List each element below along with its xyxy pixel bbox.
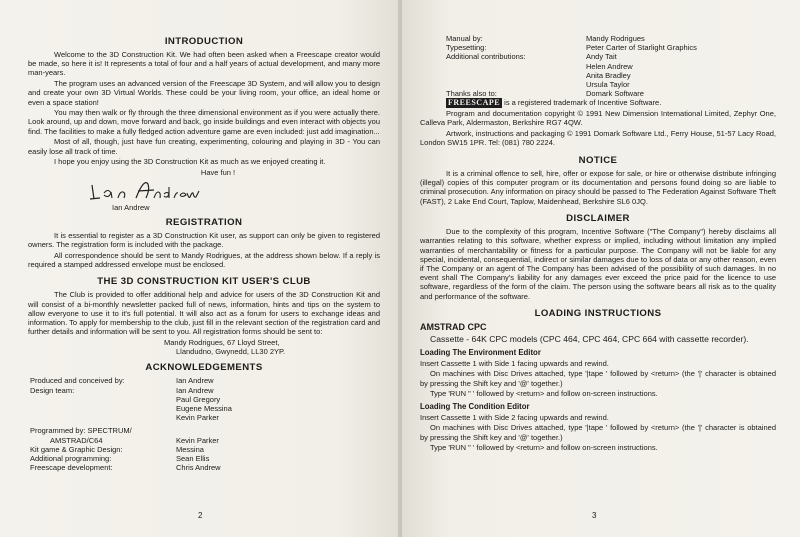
credit-name: Helen Andrew: [586, 61, 633, 71]
credit-name: Andy Tait: [586, 52, 617, 62]
freescape-logo: FREESCAPE: [448, 98, 501, 108]
amstrad-cpc-heading: AMSTRAD CPC: [420, 322, 487, 333]
credit-name: Peter Carter of Starlight Graphics: [586, 43, 697, 53]
trademark-text: is a registered trademark of Incentive Software.: [504, 98, 662, 108]
credit-role: Thanks also to:: [446, 89, 497, 99]
credit-role: Design team:: [30, 385, 75, 395]
registration-heading: REGISTRATION: [165, 216, 243, 228]
credit-name: Ursula Taylor: [586, 80, 630, 90]
intro-paragraph-3: You may then walk or fly through the three dimensional environment as if you were actually there. Look around, up and down, move forward and back, go inside buildings and even interact with objects you find. The facilities to make a fully fledged action adventure game are even included: just add imagination...: [28, 108, 380, 136]
have-fun-text: Have fun !: [200, 167, 236, 177]
page-number-right: 3: [592, 511, 597, 520]
credit-role: Produced and conceived by:: [30, 376, 125, 386]
loading-instructions-heading: LOADING INSTRUCTIONS: [534, 308, 662, 320]
condition-step-2: On machines with Disc Drives attached, type '|tape ' followed by <return> (the '|' character is obtained by pressing the Shift key and '@' together.): [420, 423, 776, 442]
credit-row: [30, 426, 232, 435]
credit-role: Manual by:: [446, 34, 483, 43]
registration-paragraph-2: All correspondence should be sent to Mandy Rodrigues, at the address shown below. If a reply is required a stamped addressed envelope must be enclosed.: [28, 250, 380, 269]
environment-step-3: Type 'RUN " ' followed by <return> and follow on-screen instructions.: [430, 389, 658, 399]
credit-row: [446, 34, 697, 43]
credit-name: Mandy Rodrigues: [586, 34, 645, 43]
condition-step-1: Insert Cassette 1 with Side 2 facing upwards and rewind.: [420, 412, 609, 422]
credit-row: [446, 89, 697, 98]
credit-role: Freescape development:: [30, 463, 113, 473]
credit-name: Messina: [176, 444, 204, 454]
intro-paragraph-1: Welcome to the 3D Construction Kit. We had often been asked when a Freescape creator would be made, so here it is! It represents a total of four and a half years of actual development, and many more man-years.: [28, 50, 380, 78]
acknowledgements-credits: [30, 376, 232, 472]
condition-step-3: Type 'RUN " ' followed by <return> and follow on-screen instructions.: [430, 443, 658, 453]
environment-editor-heading: Loading The Environment Editor: [420, 347, 541, 357]
handwritten-signature: [88, 179, 380, 203]
users-club-paragraph: The Club is provided to offer additional help and advice for users of the 3D Construction Kit and will consist of a bi-monthly newsletter packed full of news, information, hints and tips on the system to allow everyone to use it to it's full potential. It will also act as a forum for users to exchange ideas and information. To apply for membership to the club, just fill in the relevant section of the registration card and further details and information will be sent to you. All registration forms should be sent to:: [28, 290, 380, 337]
condition-editor-heading: Loading The Condition Editor: [420, 401, 530, 411]
credit-name: Chris Andrew: [176, 463, 221, 473]
disclaimer-heading: DISCLAIMER: [566, 213, 630, 225]
credit-name: Kevin Parker: [176, 435, 219, 445]
right-page: [402, 0, 800, 537]
trademark-line: [446, 98, 776, 107]
intro-paragraph-4: Most of all, though, just have fun creating, experimenting, colouring and playing in 3D - You can easily lose all track of time.: [28, 137, 380, 156]
environment-step-1: Insert Cassette 1 with Side 1 facing upwards and rewind.: [420, 358, 609, 368]
credit-role: Typesetting:: [446, 43, 487, 53]
intro-paragraph-2: The program uses an advanced version of the Freescape 3D System, and will allow you to design and create your own 3D Virtual Worlds. These could be your living room, your office, an ideal home or even a space station!: [28, 79, 380, 107]
credit-role: Kit game & Graphic Design:: [30, 444, 123, 454]
credit-role: Additional programming:: [30, 454, 112, 463]
credit-name: Kevin Parker: [176, 413, 219, 423]
registration-paragraph-1: It is essential to register as a 3D Construction Kit user, as support can only be given to registered owners. The registration form is included with the package.: [28, 230, 380, 249]
credit-row: [446, 43, 697, 52]
credit-row: [30, 445, 232, 454]
signature-drawing: [88, 179, 218, 203]
credit-name: Domark Software: [586, 89, 644, 99]
intro-paragraph-5: I hope you enjoy using the 3D Construction Kit as much as we enjoyed creating it.: [54, 157, 326, 167]
credit-row: [446, 52, 697, 89]
credit-name: Ian Andrew: [176, 385, 214, 395]
users-club-heading: THE 3D CONSTRUCTION KIT USER'S CLUB: [97, 276, 311, 288]
cassette-models-line: Cassette - 64K CPC models (CPC 464, CPC 464, CPC 664 with cassette recorder).: [430, 334, 749, 345]
left-page: [0, 0, 398, 537]
credit-row: [30, 454, 232, 463]
credit-role: Programmed by: SPECTRUM/: [30, 426, 132, 436]
credit-row: [30, 463, 232, 472]
notice-paragraph: It is a criminal offence to sell, hire, offer or expose for sale, or hire or otherwise distribute infringing (illegal) copies of this computer program or its documentation and persons found doing so are liable to criminal prosecution. Any information on piracy should be passed to The Federation Against Software Theft (FAST), 2 Lake End Court, Taplow, Maidenhead, Berkshire SL6 0JQ.: [420, 168, 776, 206]
credit-name: Sean Ellis: [176, 454, 210, 463]
additional-credits: [446, 34, 697, 98]
credit-row: [30, 436, 232, 445]
environment-step-2: On machines with Disc Drives attached, type '|tape ' followed by <return> (the '|' character is obtained by pressing the Shift key and '@' together.): [420, 369, 776, 388]
credit-name: Eugene Messina: [176, 403, 232, 413]
credit-name: Anita Bradley: [586, 70, 631, 80]
credit-name: [176, 426, 232, 435]
club-address-line-2: Llandudno, Gwynedd, LL30 2YP.: [176, 347, 286, 357]
introduction-heading: INTRODUCTION: [164, 36, 244, 47]
credit-role: Additional contributions:: [446, 52, 526, 62]
signature-name: Ian Andrew: [112, 202, 150, 212]
credit-row: [30, 376, 232, 385]
notice-heading: NOTICE: [578, 154, 618, 166]
page-number-left: 2: [198, 511, 203, 520]
acknowledgements-heading: ACKNOWLEDGEMENTS: [145, 362, 263, 374]
club-address-line-1: Mandy Rodrigues, 67 Lloyd Street,: [164, 337, 280, 347]
copyright-artwork: Artwork, instructions and packaging © 1991 Domark Software Ltd., Ferry House, 51-57 Lacy Road, London SW15 1PR. Tel: (081) 780 2224.: [420, 129, 776, 148]
disclaimer-paragraph: Due to the complexity of this program, Incentive Software ("The Company") hereby disclaims all warranties relating to this software, whether express or implied, including without limitation any implied warranties of merchantability or fitness for a particular purpose. The Company will not be liable for any special, incidental, consequential, indirect or similar damages due to loss of data or any other reason, even if The Company or an agent of The Company has been advised of the possibility of such damages. In no event shall The Company's liability for any damages ever exceed the price paid for the licence to use software, regardless of the form of the claim. The person using the software bears all risk as to the quality and performance of the software.: [420, 227, 776, 301]
credit-name: Ian Andrew: [176, 376, 214, 386]
credit-row: [30, 386, 232, 423]
copyright-program: Program and documentation copyright © 1991 New Dimension International Limited, Zephyr One, Calleva Park, Aldermaston, Berkshire RG7 4QW.: [420, 109, 776, 128]
credit-role: AMSTRAD/C64: [50, 435, 103, 445]
credit-name: Paul Gregory: [176, 394, 221, 404]
